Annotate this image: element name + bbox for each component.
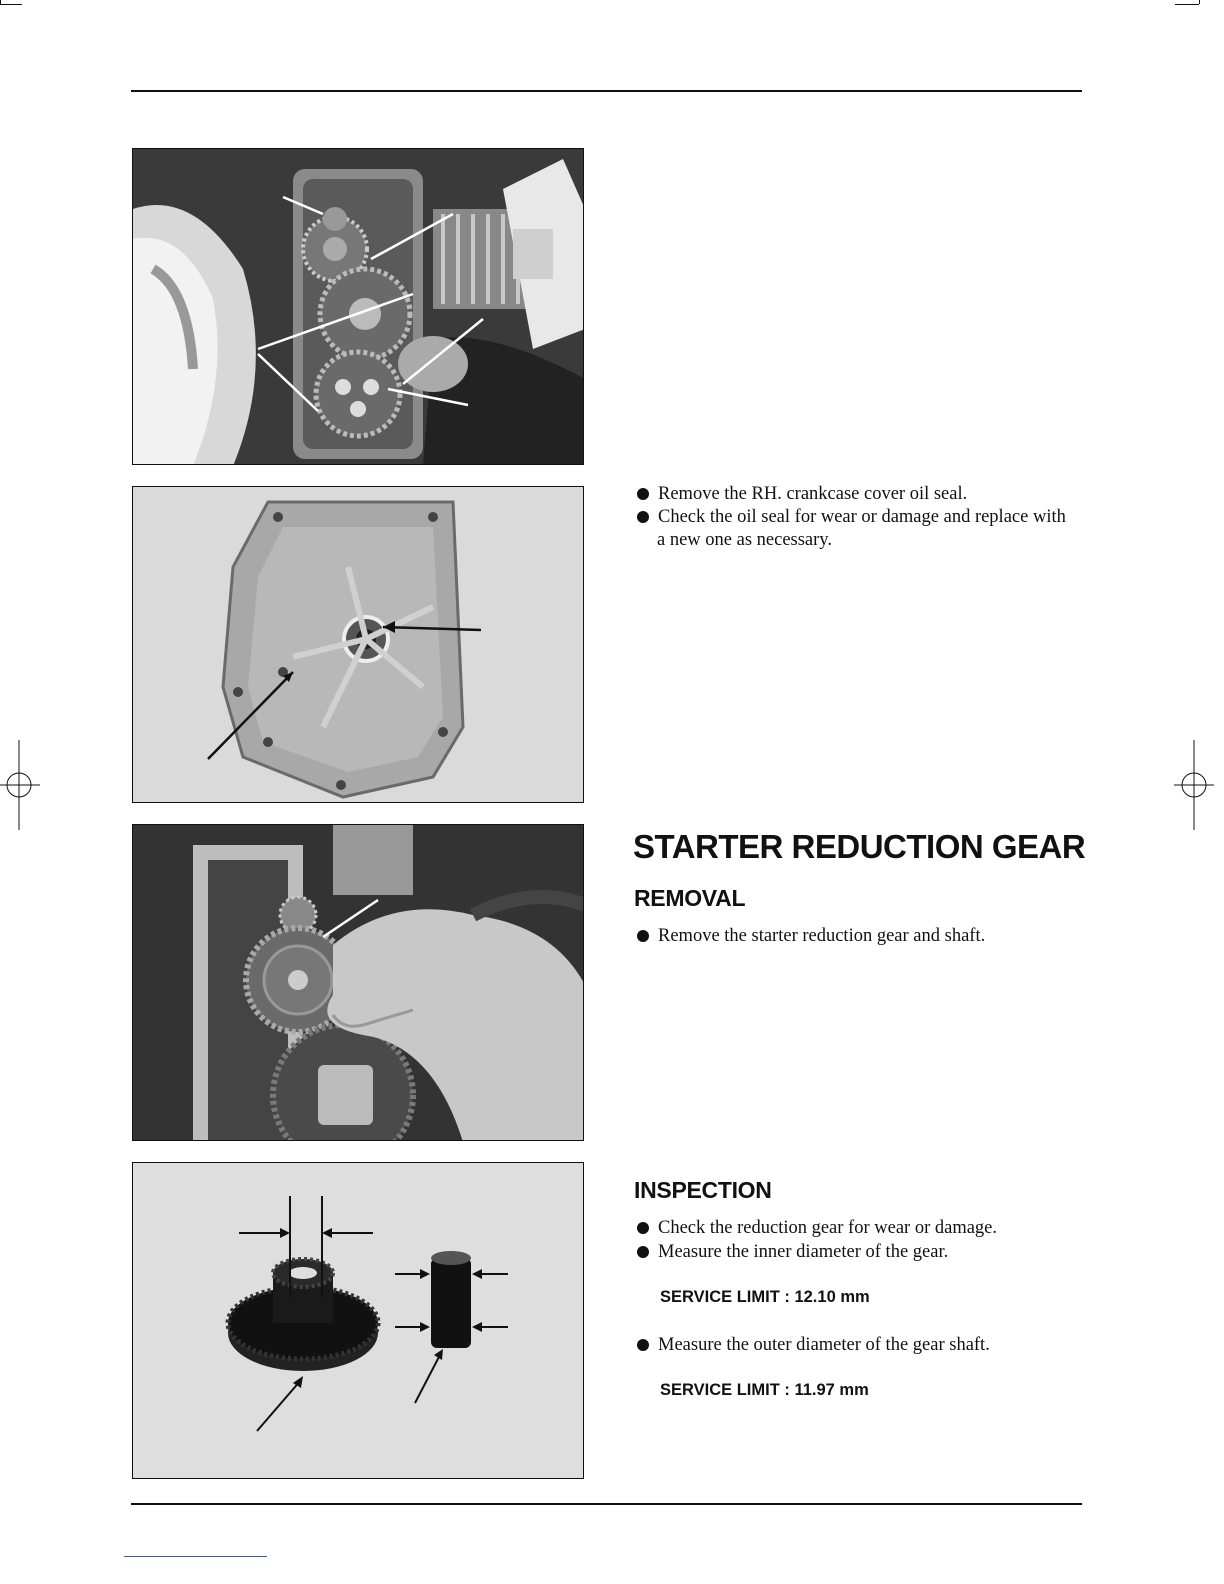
inspection-bullet-3: Measure the outer diameter of the gear shaft. xyxy=(637,1334,990,1357)
removal-bullet-1: Remove the starter reduction gear and shaft. xyxy=(637,925,985,948)
oil-seal-bullet-1: Remove the RH. crankcase cover oil seal. xyxy=(637,483,967,506)
crankcase-cover-oil-seal-photo xyxy=(132,486,584,803)
crop-mark-top-right-h xyxy=(1175,4,1199,5)
crop-mark-top-left-h xyxy=(0,4,22,5)
section-title: STARTER REDUCTION GEAR xyxy=(633,828,1086,865)
bullet-dot-icon xyxy=(637,511,649,523)
crop-mark-top-right xyxy=(1199,0,1200,4)
bullet-dot-icon xyxy=(637,1222,649,1234)
inspection-heading: INSPECTION xyxy=(634,1177,772,1203)
registration-mark-right xyxy=(1170,740,1214,830)
removal-heading: REMOVAL xyxy=(634,885,746,911)
crankcase-gears-photo xyxy=(132,148,584,465)
bullet-dot-icon xyxy=(637,1246,649,1258)
bullet-dot-icon xyxy=(637,488,649,500)
footer-rule xyxy=(131,1503,1082,1505)
bullet-dot-icon xyxy=(637,930,649,942)
reduction-gear-and-shaft-diagram xyxy=(132,1162,584,1479)
starter-reduction-gear-removal-photo xyxy=(132,824,584,1141)
footer-link-underline[interactable] xyxy=(124,1556,267,1557)
inspection-bullet-1: Check the reduction gear for wear or damage. xyxy=(637,1217,997,1240)
oil-seal-bullet-2-continued: a new one as necessary. xyxy=(657,530,832,550)
registration-mark-left xyxy=(0,740,44,830)
bullet-dot-icon xyxy=(637,1339,649,1351)
header-rule xyxy=(131,90,1082,92)
service-limit-shaft-od: SERVICE LIMIT : 11.97 mm xyxy=(660,1381,869,1399)
oil-seal-bullet-2: Check the oil seal for wear or damage and replace with xyxy=(637,506,1066,529)
inspection-bullet-2: Measure the inner diameter of the gear. xyxy=(637,1241,948,1264)
service-limit-gear-id: SERVICE LIMIT : 12.10 mm xyxy=(660,1288,870,1306)
